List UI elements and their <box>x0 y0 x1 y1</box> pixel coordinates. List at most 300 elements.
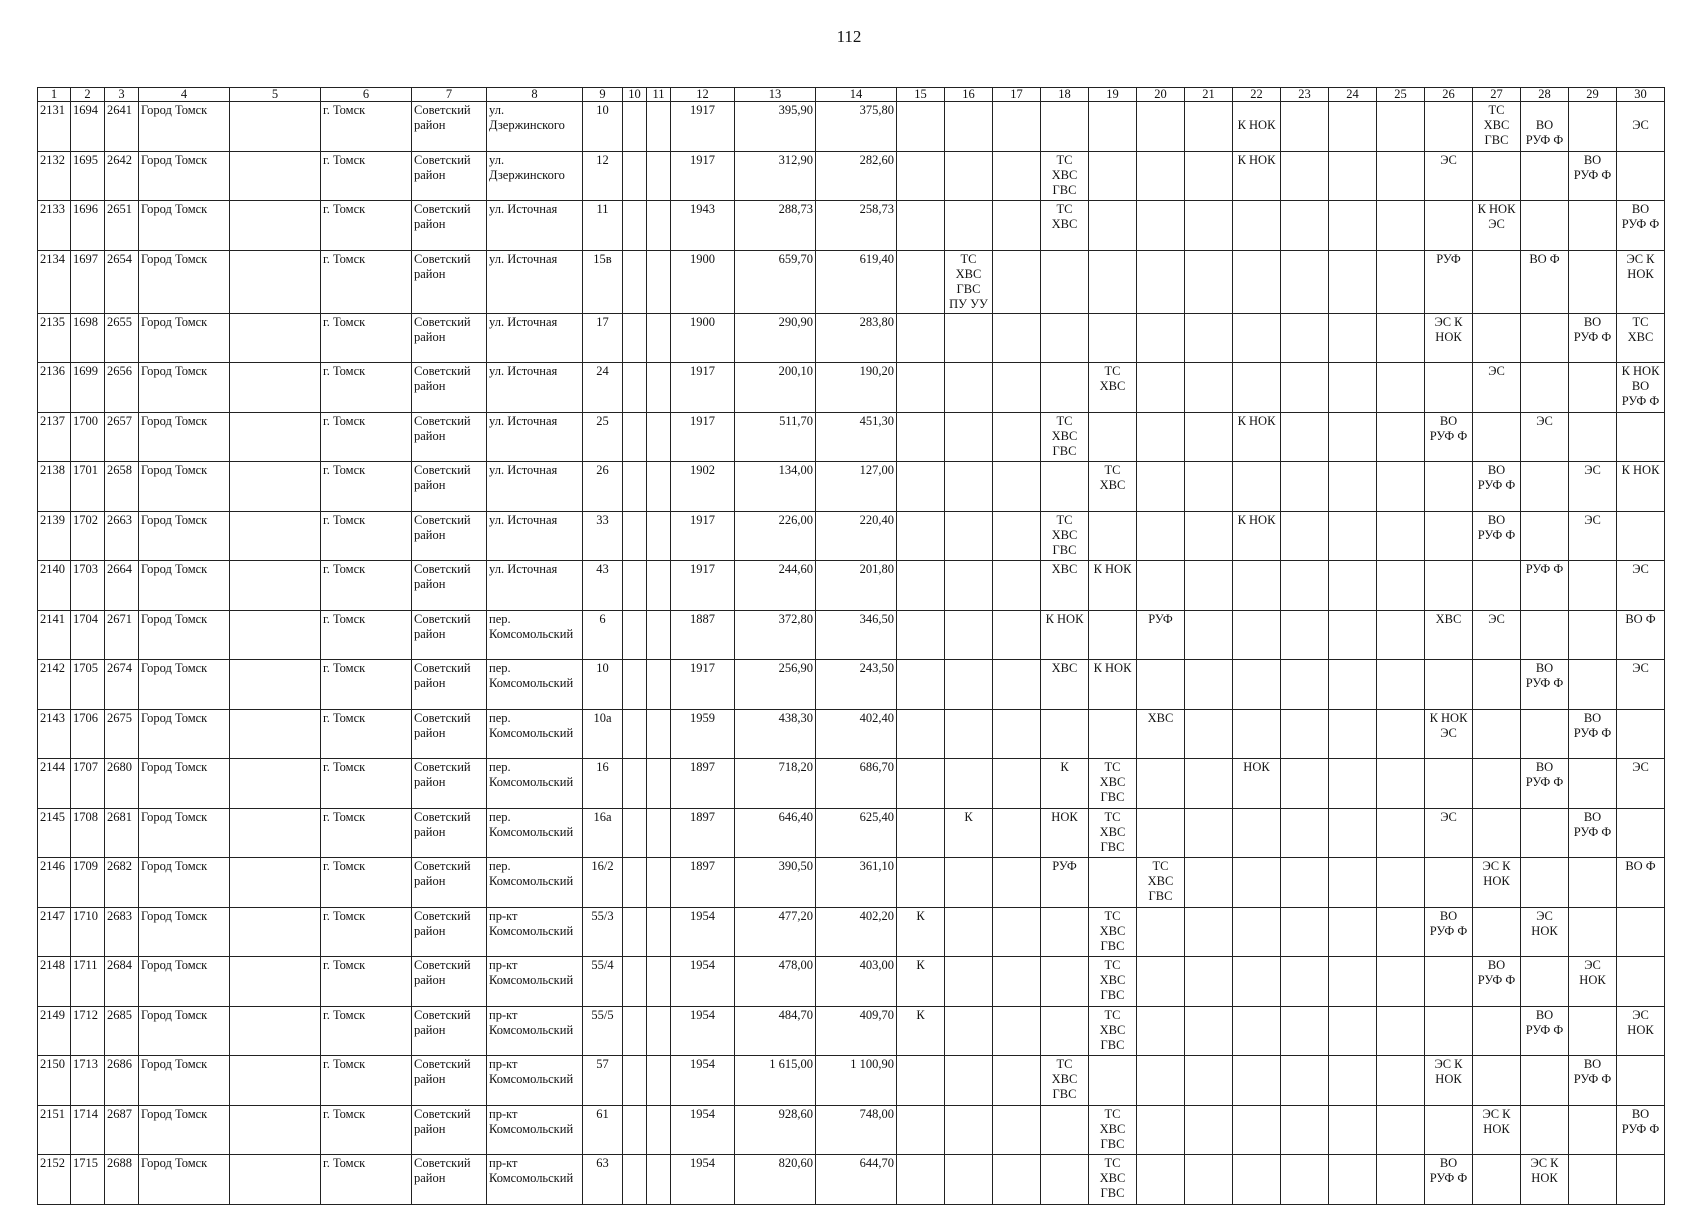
cell-col-27: ЭС <box>1473 610 1521 660</box>
cell-col-14: 127,00 <box>816 462 897 512</box>
column-header-17: 17 <box>993 88 1041 102</box>
cell-col-12: 1954 <box>671 957 735 1007</box>
cell-col-30: К НОК <box>1617 462 1665 512</box>
cell-col-27: К НОК ЭС <box>1473 201 1521 251</box>
table-row <box>38 1155 1665 1205</box>
cell-col-23 <box>1281 610 1329 660</box>
page-number: 112 <box>836 27 862 46</box>
cell-col-29 <box>1569 412 1617 462</box>
cell-col-25 <box>1377 709 1425 759</box>
cell-col-29: ВО РУФ Ф <box>1569 1056 1617 1106</box>
cell-col-23 <box>1281 957 1329 1007</box>
cell-col-16 <box>945 709 993 759</box>
cell-col-29: ВО РУФ Ф <box>1569 709 1617 759</box>
cell-col-5 <box>230 610 321 660</box>
cell-col-21 <box>1185 201 1233 251</box>
cell-col-25 <box>1377 313 1425 363</box>
cell-col-7: Советский район <box>412 412 487 462</box>
cell-col-11 <box>647 313 671 363</box>
cell-col-12: 1917 <box>671 412 735 462</box>
cell-col-2: 1713 <box>71 1056 105 1106</box>
cell-col-15 <box>897 511 945 561</box>
cell-col-1: 2139 <box>38 511 71 561</box>
cell-col-16 <box>945 313 993 363</box>
cell-col-14: 686,70 <box>816 759 897 809</box>
column-header-10: 10 <box>623 88 647 102</box>
cell-col-30: ЭС <box>1617 102 1665 152</box>
cell-col-20 <box>1137 1006 1185 1056</box>
cell-col-2: 1704 <box>71 610 105 660</box>
cell-col-14: 283,80 <box>816 313 897 363</box>
cell-col-21 <box>1185 907 1233 957</box>
cell-col-27: ТС ХВС ГВС <box>1473 102 1521 152</box>
cell-col-4: Город Томск <box>139 151 230 201</box>
cell-col-2: 1701 <box>71 462 105 512</box>
cell-col-25 <box>1377 363 1425 413</box>
cell-col-26: К НОК ЭС <box>1425 709 1473 759</box>
cell-col-2: 1712 <box>71 1006 105 1056</box>
cell-col-24 <box>1329 412 1377 462</box>
cell-col-23 <box>1281 1105 1329 1155</box>
cell-col-27: ВО РУФ Ф <box>1473 511 1521 561</box>
cell-col-17 <box>993 201 1041 251</box>
cell-col-11 <box>647 907 671 957</box>
cell-col-24 <box>1329 561 1377 611</box>
cell-col-28: ЭС НОК <box>1521 907 1569 957</box>
cell-col-27 <box>1473 709 1521 759</box>
cell-col-27: ЭС К НОК <box>1473 858 1521 908</box>
cell-col-1: 2145 <box>38 808 71 858</box>
cell-col-16: К <box>945 808 993 858</box>
cell-col-5 <box>230 907 321 957</box>
cell-col-27 <box>1473 660 1521 710</box>
cell-col-10 <box>623 1105 647 1155</box>
cell-col-24 <box>1329 1006 1377 1056</box>
cell-col-30: ТС ХВС <box>1617 313 1665 363</box>
table-row <box>38 660 1665 710</box>
column-header-18: 18 <box>1041 88 1089 102</box>
cell-col-12: 1959 <box>671 709 735 759</box>
cell-col-19: ТС ХВС ГВС <box>1089 907 1137 957</box>
cell-col-7: Советский район <box>412 511 487 561</box>
cell-col-28 <box>1521 313 1569 363</box>
cell-col-19: ТС ХВС ГВС <box>1089 957 1137 1007</box>
cell-col-26 <box>1425 1105 1473 1155</box>
cell-col-14: 243,50 <box>816 660 897 710</box>
cell-col-1: 2152 <box>38 1155 71 1205</box>
cell-col-4: Город Томск <box>139 511 230 561</box>
cell-col-27 <box>1473 808 1521 858</box>
cell-col-3: 2655 <box>105 313 139 363</box>
cell-col-13: 372,80 <box>735 610 816 660</box>
cell-col-20 <box>1137 363 1185 413</box>
column-header-row <box>38 88 1665 102</box>
cell-col-26 <box>1425 201 1473 251</box>
cell-col-8: пер. Комсомольский <box>487 759 583 809</box>
cell-col-24 <box>1329 102 1377 152</box>
cell-col-12: 1897 <box>671 808 735 858</box>
cell-col-1: 2147 <box>38 907 71 957</box>
cell-col-26 <box>1425 462 1473 512</box>
cell-col-3: 2656 <box>105 363 139 413</box>
cell-col-17 <box>993 1155 1041 1205</box>
cell-col-18 <box>1041 313 1089 363</box>
cell-col-15 <box>897 462 945 512</box>
cell-col-12: 1954 <box>671 1105 735 1155</box>
cell-col-23 <box>1281 660 1329 710</box>
column-header-15: 15 <box>897 88 945 102</box>
cell-col-11 <box>647 610 671 660</box>
cell-col-26 <box>1425 1006 1473 1056</box>
cell-col-1: 2134 <box>38 250 71 313</box>
cell-col-15 <box>897 363 945 413</box>
cell-col-8: пр-кт Комсомольский <box>487 957 583 1007</box>
cell-col-27: ЭС К НОК <box>1473 1105 1521 1155</box>
cell-col-2: 1696 <box>71 201 105 251</box>
cell-col-2: 1703 <box>71 561 105 611</box>
cell-col-23 <box>1281 511 1329 561</box>
cell-col-3: 2658 <box>105 462 139 512</box>
cell-col-27: ЭС <box>1473 363 1521 413</box>
cell-col-13: 200,10 <box>735 363 816 413</box>
cell-col-10 <box>623 610 647 660</box>
cell-col-17 <box>993 709 1041 759</box>
cell-col-7: Советский район <box>412 250 487 313</box>
cell-col-8: ул. Источная <box>487 462 583 512</box>
cell-col-28 <box>1521 858 1569 908</box>
cell-col-6: г. Томск <box>321 957 412 1007</box>
cell-col-22 <box>1233 313 1281 363</box>
cell-col-26 <box>1425 858 1473 908</box>
cell-col-6: г. Томск <box>321 313 412 363</box>
cell-col-5 <box>230 511 321 561</box>
cell-col-26: ЭС К НОК <box>1425 313 1473 363</box>
cell-col-29 <box>1569 250 1617 313</box>
cell-col-30 <box>1617 412 1665 462</box>
cell-col-28: ВО РУФ Ф <box>1521 759 1569 809</box>
cell-col-22 <box>1233 808 1281 858</box>
column-header-23: 23 <box>1281 88 1329 102</box>
column-header-29: 29 <box>1569 88 1617 102</box>
cell-col-8: пр-кт Комсомольский <box>487 1105 583 1155</box>
cell-col-21 <box>1185 151 1233 201</box>
cell-col-22 <box>1233 709 1281 759</box>
cell-col-17 <box>993 250 1041 313</box>
cell-col-20 <box>1137 151 1185 201</box>
cell-col-17 <box>993 1006 1041 1056</box>
cell-col-28: ВО Ф <box>1521 250 1569 313</box>
cell-col-9: 55/4 <box>583 957 623 1007</box>
cell-col-23 <box>1281 561 1329 611</box>
buildings-table <box>37 87 1665 1205</box>
column-header-24: 24 <box>1329 88 1377 102</box>
cell-col-9: 15в <box>583 250 623 313</box>
cell-col-30: ЭС К НОК <box>1617 250 1665 313</box>
cell-col-7: Советский район <box>412 201 487 251</box>
cell-col-9: 16/2 <box>583 858 623 908</box>
cell-col-4: Город Томск <box>139 660 230 710</box>
cell-col-18 <box>1041 1105 1089 1155</box>
column-header-16: 16 <box>945 88 993 102</box>
cell-col-16 <box>945 102 993 152</box>
cell-col-1: 2143 <box>38 709 71 759</box>
cell-col-11 <box>647 151 671 201</box>
cell-col-15: К <box>897 957 945 1007</box>
cell-col-12: 1917 <box>671 102 735 152</box>
cell-col-18: ТС ХВС <box>1041 201 1089 251</box>
cell-col-7: Советский район <box>412 1155 487 1205</box>
cell-col-26: РУФ <box>1425 250 1473 313</box>
cell-col-10 <box>623 250 647 313</box>
table-row <box>38 1006 1665 1056</box>
cell-col-30: ВО Ф <box>1617 610 1665 660</box>
cell-col-25 <box>1377 1105 1425 1155</box>
cell-col-21 <box>1185 462 1233 512</box>
cell-col-21 <box>1185 1155 1233 1205</box>
cell-col-21 <box>1185 759 1233 809</box>
cell-col-8: ул. Источная <box>487 561 583 611</box>
cell-col-30: ЭС <box>1617 561 1665 611</box>
table-row <box>38 907 1665 957</box>
cell-col-5 <box>230 808 321 858</box>
cell-col-18: К НОК <box>1041 610 1089 660</box>
cell-col-22 <box>1233 610 1281 660</box>
cell-col-11 <box>647 462 671 512</box>
cell-col-9: 16а <box>583 808 623 858</box>
cell-col-11 <box>647 250 671 313</box>
cell-col-22 <box>1233 957 1281 1007</box>
cell-col-21 <box>1185 250 1233 313</box>
cell-col-8: ул. Источная <box>487 511 583 561</box>
cell-col-3: 2654 <box>105 250 139 313</box>
cell-col-16 <box>945 858 993 908</box>
column-header-28: 28 <box>1521 88 1569 102</box>
cell-col-1: 2148 <box>38 957 71 1007</box>
cell-col-3: 2664 <box>105 561 139 611</box>
cell-col-22 <box>1233 660 1281 710</box>
cell-col-25 <box>1377 561 1425 611</box>
table-row <box>38 363 1665 413</box>
cell-col-11 <box>647 511 671 561</box>
cell-col-11 <box>647 1105 671 1155</box>
cell-col-25 <box>1377 610 1425 660</box>
cell-col-27 <box>1473 1155 1521 1205</box>
cell-col-16 <box>945 363 993 413</box>
cell-col-5 <box>230 759 321 809</box>
cell-col-20: РУФ <box>1137 610 1185 660</box>
cell-col-4: Город Томск <box>139 313 230 363</box>
cell-col-17 <box>993 363 1041 413</box>
cell-col-19 <box>1089 201 1137 251</box>
cell-col-6: г. Томск <box>321 709 412 759</box>
cell-col-10 <box>623 201 647 251</box>
cell-col-3: 2642 <box>105 151 139 201</box>
cell-col-17 <box>993 151 1041 201</box>
cell-col-30 <box>1617 907 1665 957</box>
cell-col-20 <box>1137 808 1185 858</box>
cell-col-6: г. Томск <box>321 561 412 611</box>
cell-col-25 <box>1377 660 1425 710</box>
cell-col-19: ТС ХВС ГВС <box>1089 1155 1137 1205</box>
cell-col-12: 1954 <box>671 1006 735 1056</box>
cell-col-24 <box>1329 759 1377 809</box>
cell-col-29: ЭС <box>1569 462 1617 512</box>
cell-col-7: Советский район <box>412 907 487 957</box>
column-header-7: 7 <box>412 88 487 102</box>
cell-col-5 <box>230 462 321 512</box>
cell-col-25 <box>1377 102 1425 152</box>
cell-col-2: 1706 <box>71 709 105 759</box>
cell-col-14: 201,80 <box>816 561 897 611</box>
cell-col-11 <box>647 759 671 809</box>
cell-col-12: 1954 <box>671 1155 735 1205</box>
cell-col-13: 478,00 <box>735 957 816 1007</box>
cell-col-17 <box>993 561 1041 611</box>
cell-col-26: ВО РУФ Ф <box>1425 1155 1473 1205</box>
table-body <box>38 102 1665 1205</box>
cell-col-25 <box>1377 1155 1425 1205</box>
cell-col-6: г. Томск <box>321 759 412 809</box>
column-header-30: 30 <box>1617 88 1665 102</box>
cell-col-26 <box>1425 363 1473 413</box>
column-header-26: 26 <box>1425 88 1473 102</box>
cell-col-4: Город Томск <box>139 808 230 858</box>
cell-col-25 <box>1377 201 1425 251</box>
cell-col-10 <box>623 858 647 908</box>
cell-col-15 <box>897 1155 945 1205</box>
cell-col-3: 2651 <box>105 201 139 251</box>
column-header-1: 1 <box>38 88 71 102</box>
cell-col-6: г. Томск <box>321 363 412 413</box>
cell-col-29: ВО РУФ Ф <box>1569 808 1617 858</box>
cell-col-21 <box>1185 412 1233 462</box>
cell-col-1: 2144 <box>38 759 71 809</box>
cell-col-29: ВО РУФ Ф <box>1569 151 1617 201</box>
cell-col-11 <box>647 1006 671 1056</box>
cell-col-4: Город Томск <box>139 201 230 251</box>
cell-col-14: 403,00 <box>816 957 897 1007</box>
cell-col-10 <box>623 102 647 152</box>
cell-col-10 <box>623 412 647 462</box>
cell-col-30: К НОК ВО РУФ Ф <box>1617 363 1665 413</box>
cell-col-26: ЭС К НОК <box>1425 1056 1473 1106</box>
cell-col-24 <box>1329 1105 1377 1155</box>
cell-col-5 <box>230 858 321 908</box>
cell-col-23 <box>1281 151 1329 201</box>
cell-col-8: пер. Комсомольский <box>487 610 583 660</box>
cell-col-25 <box>1377 957 1425 1007</box>
cell-col-28: ВО РУФ Ф <box>1521 660 1569 710</box>
cell-col-5 <box>230 313 321 363</box>
cell-col-4: Город Томск <box>139 610 230 660</box>
cell-col-19: К НОК <box>1089 561 1137 611</box>
cell-col-9: 6 <box>583 610 623 660</box>
cell-col-22 <box>1233 1105 1281 1155</box>
cell-col-7: Советский район <box>412 660 487 710</box>
cell-col-14: 644,70 <box>816 1155 897 1205</box>
cell-col-4: Город Томск <box>139 957 230 1007</box>
column-header-11: 11 <box>647 88 671 102</box>
cell-col-2: 1707 <box>71 759 105 809</box>
cell-col-19: ТС ХВС ГВС <box>1089 808 1137 858</box>
cell-col-8: ул. Источная <box>487 313 583 363</box>
cell-col-5 <box>230 1105 321 1155</box>
cell-col-18 <box>1041 907 1089 957</box>
column-header-14: 14 <box>816 88 897 102</box>
cell-col-1: 2135 <box>38 313 71 363</box>
cell-col-29 <box>1569 561 1617 611</box>
table-row <box>38 201 1665 251</box>
cell-col-18 <box>1041 1155 1089 1205</box>
cell-col-14: 409,70 <box>816 1006 897 1056</box>
cell-col-22: НОК <box>1233 759 1281 809</box>
cell-col-3: 2681 <box>105 808 139 858</box>
cell-col-29: ЭС НОК <box>1569 957 1617 1007</box>
cell-col-24 <box>1329 363 1377 413</box>
cell-col-15 <box>897 1056 945 1106</box>
cell-col-16 <box>945 660 993 710</box>
cell-col-17 <box>993 1105 1041 1155</box>
cell-col-4: Город Томск <box>139 759 230 809</box>
cell-col-19 <box>1089 610 1137 660</box>
cell-col-26: ЭС <box>1425 151 1473 201</box>
cell-col-9: 10а <box>583 709 623 759</box>
cell-col-19 <box>1089 412 1137 462</box>
cell-col-27 <box>1473 313 1521 363</box>
cell-col-23 <box>1281 858 1329 908</box>
cell-col-11 <box>647 561 671 611</box>
cell-col-4: Город Томск <box>139 1105 230 1155</box>
cell-col-13: 226,00 <box>735 511 816 561</box>
cell-col-18: ХВС <box>1041 660 1089 710</box>
cell-col-26: ВО РУФ Ф <box>1425 412 1473 462</box>
cell-col-15 <box>897 102 945 152</box>
cell-col-3: 2688 <box>105 1155 139 1205</box>
table-row <box>38 808 1665 858</box>
cell-col-13: 484,70 <box>735 1006 816 1056</box>
cell-col-11 <box>647 1155 671 1205</box>
cell-col-7: Советский район <box>412 610 487 660</box>
cell-col-17 <box>993 462 1041 512</box>
cell-col-13: 928,60 <box>735 1105 816 1155</box>
cell-col-1: 2132 <box>38 151 71 201</box>
cell-col-8: ул. Источная <box>487 201 583 251</box>
cell-col-3: 2641 <box>105 102 139 152</box>
cell-col-26: ЭС <box>1425 808 1473 858</box>
cell-col-29 <box>1569 1105 1617 1155</box>
cell-col-5 <box>230 660 321 710</box>
cell-col-23 <box>1281 462 1329 512</box>
cell-col-14: 625,40 <box>816 808 897 858</box>
cell-col-11 <box>647 709 671 759</box>
cell-col-8: ул. Источная <box>487 250 583 313</box>
cell-col-19: ТС ХВС ГВС <box>1089 759 1137 809</box>
cell-col-10 <box>623 511 647 561</box>
cell-col-29 <box>1569 201 1617 251</box>
cell-col-2: 1697 <box>71 250 105 313</box>
cell-col-19 <box>1089 151 1137 201</box>
cell-col-18: НОК <box>1041 808 1089 858</box>
cell-col-28 <box>1521 610 1569 660</box>
cell-col-11 <box>647 363 671 413</box>
cell-col-23 <box>1281 709 1329 759</box>
cell-col-12: 1900 <box>671 250 735 313</box>
cell-col-9: 11 <box>583 201 623 251</box>
cell-col-20 <box>1137 250 1185 313</box>
cell-col-6: г. Томск <box>321 1056 412 1106</box>
cell-col-21 <box>1185 511 1233 561</box>
cell-col-16 <box>945 1155 993 1205</box>
